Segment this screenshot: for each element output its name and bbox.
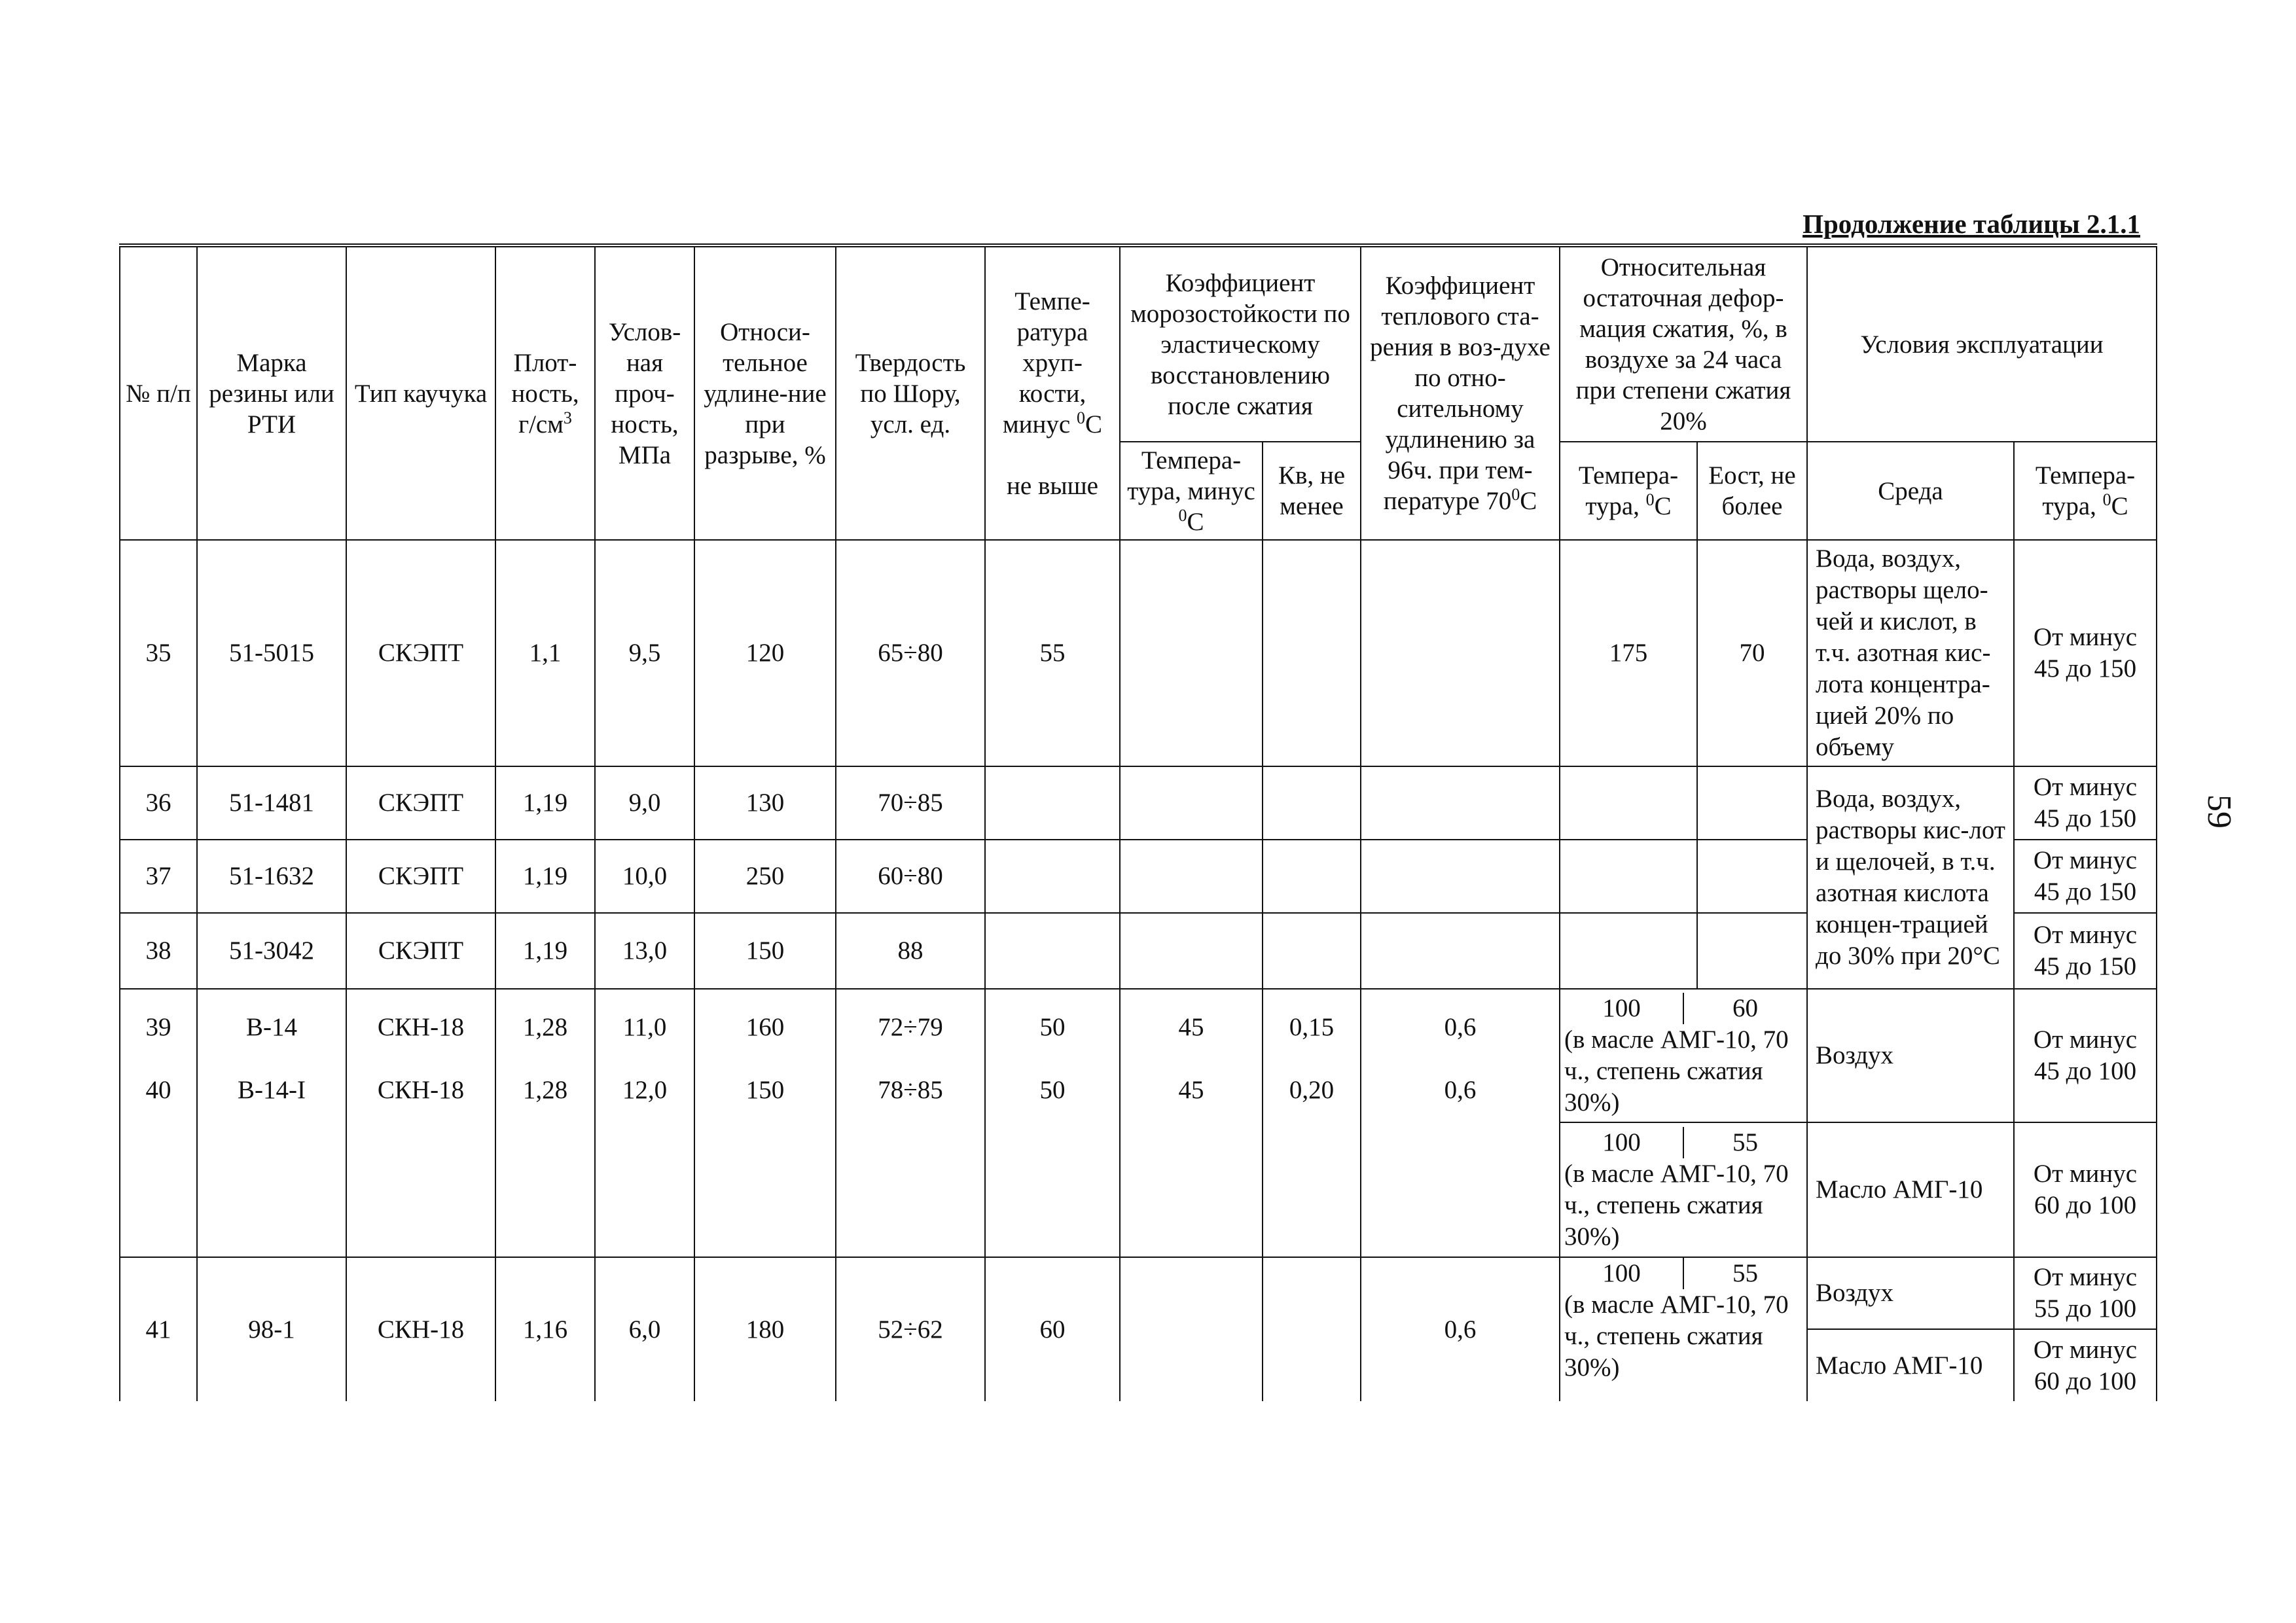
- header-env: Среда: [1807, 442, 2014, 540]
- cell-aging: 0,6 0,6: [1361, 989, 1560, 1257]
- cell-frost-kv: [1263, 1257, 1361, 1401]
- cell-deform-temp: [1560, 913, 1697, 989]
- cell-brand: 51-5015: [197, 540, 346, 766]
- cell-deform-temp: 175: [1560, 540, 1697, 766]
- cell-env: Воздух: [1807, 989, 2014, 1122]
- cell-aging: 0,6: [1361, 1257, 1560, 1401]
- cell-density: 1,19: [495, 840, 595, 913]
- cell-brittleness: [985, 840, 1120, 913]
- header-heat-aging: Коэффициент теплового ста-рения в воз-духе по отно-сительному удлинению за 96ч. при тем-пературе $70^0С$: [1361, 245, 1560, 540]
- cell-strength: 11,0 12,0: [595, 989, 694, 1257]
- table-row: [120, 540, 2157, 766]
- cell-density: 1,28 1,28: [495, 989, 595, 1257]
- cell-brittleness: [985, 913, 1120, 989]
- cell-frost-temp: 45 45: [1120, 989, 1263, 1257]
- header-env-temp: Темпера-тура, $^0$С: [2014, 442, 2157, 540]
- cell-type: СКЭПТ: [346, 913, 495, 989]
- cell-num: 37: [120, 840, 197, 913]
- deformation-values: 100 55: [1560, 1258, 1806, 1289]
- cell-elongation: 250: [694, 840, 836, 913]
- cell-strength: 9,0: [595, 766, 694, 840]
- cell-type: СКН-18 СКН-18: [346, 989, 495, 1257]
- cell-type: СКН-18: [346, 1257, 495, 1401]
- cell-brand: В-14 В-14-I: [197, 989, 346, 1257]
- cell-env: Вода, воздух, растворы щело-чей и кислот, в т.ч. азотная кис-лота концентра-цией 20% по объему: [1807, 540, 2014, 766]
- header-brand: Марка резины или РТИ: [197, 245, 346, 540]
- header-hardness: Твердость по Шору, усл. ед.: [836, 245, 985, 540]
- cell-env-temp: От минус 45 до 150: [2014, 766, 2157, 840]
- cell-aging: [1361, 540, 1560, 766]
- cell-deform-temp: [1560, 766, 1697, 840]
- cell-strength: 9,5: [595, 540, 694, 766]
- cell-hardness: 52÷62: [836, 1257, 985, 1401]
- cell-density: 1,19: [495, 766, 595, 840]
- cell-deform-eost: [1697, 766, 1807, 840]
- cell-brand: 51-1481: [197, 766, 346, 840]
- header-operating-conditions: Условия эксплуатации: [1807, 245, 2157, 442]
- cell-density: 1,19: [495, 913, 595, 989]
- cell-brand: 98-1: [197, 1257, 346, 1401]
- cell-hardness: 60÷80: [836, 840, 985, 913]
- cell-env: Воздух: [1807, 1257, 2014, 1329]
- deformation-values: 100 60: [1560, 993, 1806, 1024]
- cell-aging: [1361, 840, 1560, 913]
- cell-type: СКЭПТ: [346, 540, 495, 766]
- cell-elongation: 130: [694, 766, 836, 840]
- cell-hardness: 70÷85: [836, 766, 985, 840]
- cell-frost-temp: [1120, 766, 1263, 840]
- cell-hardness: 88: [836, 913, 985, 989]
- cell-deform-eost: [1697, 840, 1807, 913]
- cell-brittleness: 55: [985, 540, 1120, 766]
- cell-type: СКЭПТ: [346, 766, 495, 840]
- cell-brittleness: 60: [985, 1257, 1120, 1401]
- cell-deform-eost: [1697, 913, 1807, 989]
- cell-env-temp: От минус 45 до 100: [2014, 989, 2157, 1122]
- cell-deformation-air: [1560, 989, 1807, 1122]
- header-frost-temp: Темпера-тура, минус $^0$С: [1120, 442, 1263, 540]
- cell-frost-kv: 0,15 0,20: [1263, 989, 1361, 1257]
- cell-hardness: 65÷80: [836, 540, 985, 766]
- cell-frost-temp: [1120, 840, 1263, 913]
- cell-type: СКЭПТ: [346, 840, 495, 913]
- cell-frost-kv: [1263, 840, 1361, 913]
- cell-brand: 51-1632: [197, 840, 346, 913]
- cell-env-temp: От минус 60 до 100: [2014, 1329, 2157, 1401]
- cell-num: 41: [120, 1257, 197, 1401]
- cell-env-temp: От минус 45 до 150: [2014, 840, 2157, 913]
- deformation-note: (в масле АМГ-10, 70 ч., степень сжатия 30%): [1564, 1160, 1789, 1251]
- table-caption: Продолжение таблицы 2.1.1: [1803, 209, 2140, 239]
- cell-num: 39 40: [120, 989, 197, 1257]
- cell-density: 1,16: [495, 1257, 595, 1401]
- cell-env-temp: От минус 45 до 150: [2014, 540, 2157, 766]
- header-frost-resistance: Коэффициент морозостойкости по эластическому восстановлению после сжатия: [1120, 245, 1361, 442]
- cell-deformation-oil: [1560, 1122, 1807, 1257]
- cell-num: 36: [120, 766, 197, 840]
- deformation-note: (в масле АМГ-10, 70 ч., степень сжатия 30%): [1564, 1291, 1789, 1382]
- cell-deform-eost: 70: [1697, 540, 1807, 766]
- cell-env-temp: От минус 45 до 150: [2014, 913, 2157, 989]
- cell-frost-kv: [1263, 766, 1361, 840]
- cell-env-temp: От минус 55 до 100: [2014, 1257, 2157, 1329]
- cell-elongation: 150: [694, 913, 836, 989]
- cell-frost-temp: [1120, 1257, 1263, 1401]
- deformation-note: (в масле АМГ-10, 70 ч., степень сжатия 30%): [1564, 1026, 1789, 1116]
- header-deform-eost: Еост, не более: [1697, 442, 1807, 540]
- cell-env: Масло АМГ-10: [1807, 1122, 2014, 1257]
- header-row: [120, 245, 2157, 442]
- cell-frost-temp: [1120, 540, 1263, 766]
- cell-elongation: 120: [694, 540, 836, 766]
- cell-elongation: 180: [694, 1257, 836, 1401]
- cell-elongation: 160 150: [694, 989, 836, 1257]
- cell-frost-temp: [1120, 913, 1263, 989]
- deformation-values: 100 55: [1560, 1127, 1806, 1158]
- header-frost-kv: Кв, не менее: [1263, 442, 1361, 540]
- page-number: 59: [2200, 794, 2238, 829]
- cell-deformation: [1560, 1257, 1807, 1401]
- header-elongation: Относи-тельное удлине-ние при разрыве, %: [694, 245, 836, 540]
- cell-hardness: 72÷79 78÷85: [836, 989, 985, 1257]
- cell-deform-temp: [1560, 840, 1697, 913]
- cell-strength: 6,0: [595, 1257, 694, 1401]
- cell-aging: [1361, 766, 1560, 840]
- header-deform-temp: Темпера-тура, $^0$С: [1560, 442, 1697, 540]
- table-row: [120, 1257, 2157, 1329]
- table-row: [120, 766, 2157, 840]
- cell-aging: [1361, 913, 1560, 989]
- cell-strength: 10,0: [595, 840, 694, 913]
- header-brittleness: Темпе-ратура хруп-кости, минус $^0$С не выше: [985, 245, 1120, 540]
- header-num: № п/п: [120, 245, 197, 540]
- cell-brittleness: [985, 766, 1120, 840]
- cell-num: 35: [120, 540, 197, 766]
- cell-frost-kv: [1263, 540, 1361, 766]
- header-density: Плот-ность, $г/см^3$: [495, 245, 595, 540]
- cell-env: Масло АМГ-10: [1807, 1329, 2014, 1401]
- cell-density: 1,1: [495, 540, 595, 766]
- cell-num: 38: [120, 913, 197, 989]
- cell-brittleness: 50 50: [985, 989, 1120, 1257]
- header-rubber-type: Тип каучука: [346, 245, 495, 540]
- cell-brand: 51-3042: [197, 913, 346, 989]
- header-residual-deformation: Относительная остаточная дефор-мация сжатия, %, в воздухе за 24 часа при степени сжатия 20%: [1560, 245, 1807, 442]
- rubber-properties-table: [119, 243, 2157, 1401]
- header-strength: Услов-ная проч-ность, МПа: [595, 245, 694, 540]
- cell-frost-kv: [1263, 913, 1361, 989]
- cell-strength: 13,0: [595, 913, 694, 989]
- cell-env-temp: От минус 60 до 100: [2014, 1122, 2157, 1257]
- cell-env: Вода, воздух, растворы кис-лот и щелочей, в т.ч. азотная кислота концен-трацией до 30% при 20°С: [1807, 766, 2014, 989]
- table-row: [120, 989, 2157, 1122]
